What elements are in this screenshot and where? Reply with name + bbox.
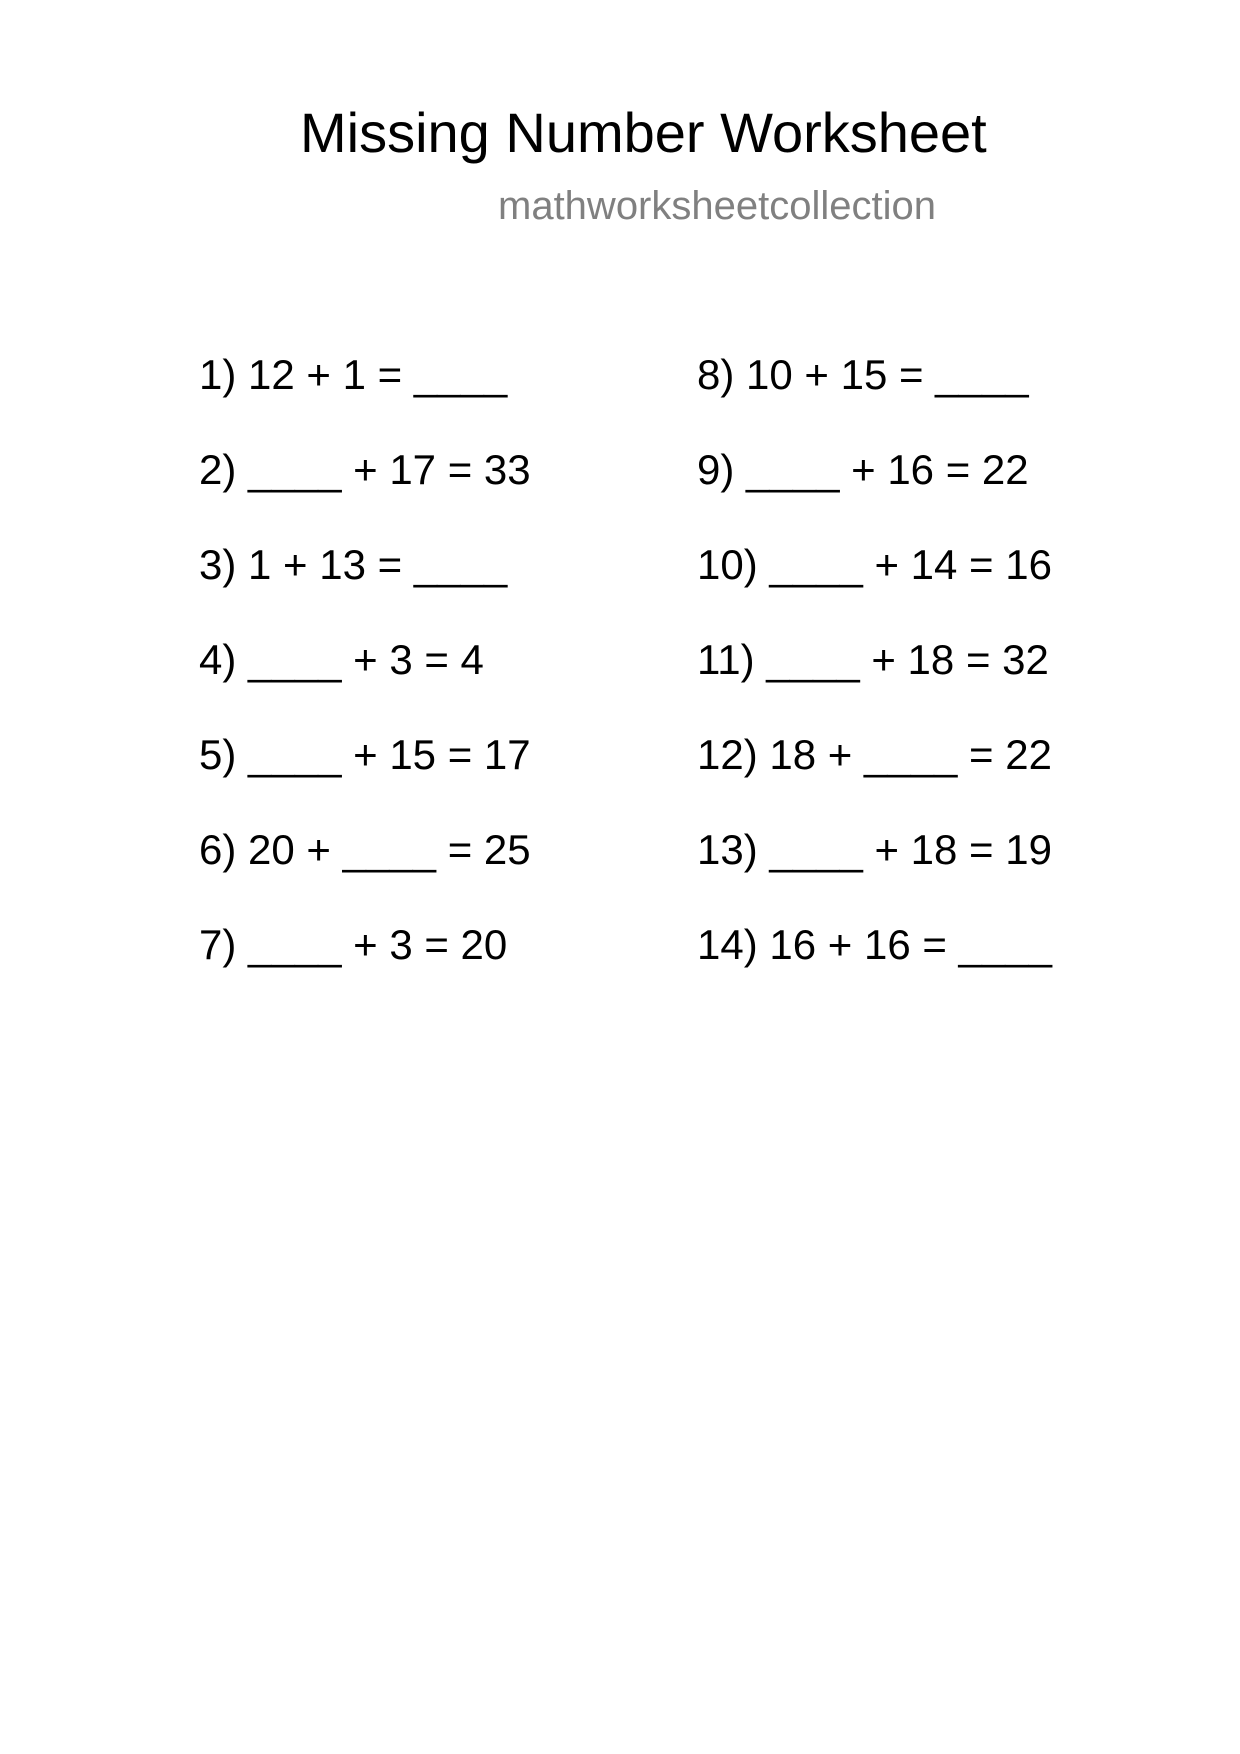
problem-column-right <box>697 350 1052 1015</box>
problem-12: 12) 18 + ____ = 22 <box>697 731 1052 778</box>
problem-4: 4) ____ + 3 = 4 <box>199 636 484 683</box>
problem-11: 11) ____ + 18 = 32 <box>697 636 1049 683</box>
problem-column-left <box>199 350 531 1015</box>
problem-2: 2) ____ + 17 = 33 <box>199 446 531 493</box>
problem-10: 10) ____ + 14 = 16 <box>697 541 1052 588</box>
worksheet-title: Missing Number Worksheet <box>300 101 987 164</box>
problem-14: 14) 16 + 16 = ____ <box>697 921 1052 968</box>
problem-9: 9) ____ + 16 = 22 <box>697 446 1029 493</box>
problem-8: 8) 10 + 15 = ____ <box>697 351 1029 398</box>
problem-7: 7) ____ + 3 = 20 <box>199 921 508 968</box>
problem-1: 1) 12 + 1 = ____ <box>199 351 508 398</box>
problem-5: 5) ____ + 15 = 17 <box>199 731 531 778</box>
problem-13: 13) ____ + 18 = 19 <box>697 826 1052 873</box>
problem-3: 3) 1 + 13 = ____ <box>199 541 508 588</box>
problem-6: 6) 20 + ____ = 25 <box>199 826 531 873</box>
worksheet-subtitle: mathworksheetcollection <box>498 184 936 228</box>
